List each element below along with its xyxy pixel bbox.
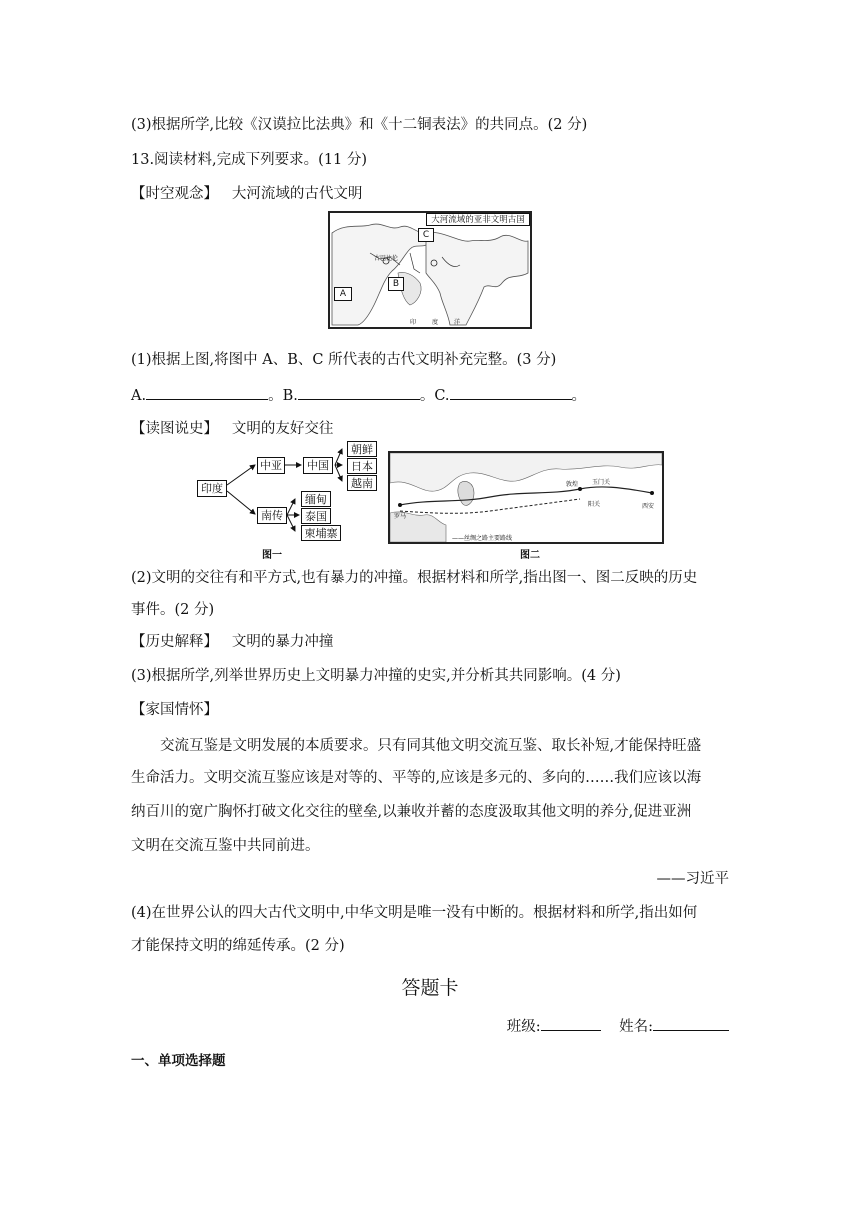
blank-b[interactable]	[298, 386, 420, 400]
map-label-ocean-3: 洋	[454, 319, 461, 326]
section-single-choice: 一、单项选择题	[131, 1053, 226, 1069]
place-yumen-pass: 玉门关	[592, 479, 611, 486]
map-label-ocean-1: 印	[410, 319, 417, 326]
section-spacetime	[131, 182, 362, 203]
label-c: C	[418, 228, 434, 242]
question-12-3: (3)根据所学,比较《汉谟拉比法典》和《十二铜表法》的共同点。(2 分)	[131, 117, 588, 133]
node-vietnam: 越南	[347, 475, 377, 491]
section-explanation	[131, 630, 333, 651]
section-text: 大河流域的古代文明	[231, 186, 363, 202]
section-tag: 【时空观念】	[131, 186, 218, 202]
passage-line-1: 交流互鉴是文明发展的本质要求。只有同其他文明交流互鉴、取长补短,才能保持旺盛	[160, 738, 702, 754]
fill-a-label: A.	[131, 388, 147, 404]
passage-line-4: 文明在交流互鉴中共同前进。	[131, 838, 320, 854]
figure-1-diagram	[195, 441, 373, 545]
label-a: A	[334, 287, 352, 301]
question-4-line-1: (4)在世界公认的四大古代文明中,中华文明是唯一没有中断的。根据材料和所学,指出如何	[131, 905, 698, 921]
ancient-civilizations-map	[328, 211, 532, 329]
node-korea: 朝鲜	[347, 441, 377, 457]
question-3: (3)根据所学,列举世界历史上文明暴力冲撞的史实,并分析其共同影响。(4 分)	[131, 668, 621, 684]
place-dunhuang: 敦煌	[566, 481, 579, 488]
map-legend: ——丝绸之路主要路线	[452, 535, 513, 542]
section-text: 文明的暴力冲撞	[231, 634, 334, 650]
student-info	[507, 1015, 729, 1036]
figure-1-caption: 图一	[262, 550, 282, 561]
fill-c-label: 。C.	[419, 388, 450, 404]
node-china: 中国	[303, 457, 333, 474]
blank-a[interactable]	[146, 386, 268, 400]
silk-road-map	[388, 451, 664, 544]
place-yang-pass: 阳关	[588, 501, 601, 508]
fill-end: 。	[571, 388, 587, 404]
node-central-asia: 中亚	[257, 457, 285, 474]
question-4-line-2: 才能保持文明的绵延传承。(2 分)	[131, 938, 345, 954]
section-text: 文明的友好交往	[231, 421, 334, 437]
passage-author: ——习近平	[656, 871, 729, 887]
question-13-heading: 13.阅读材料,完成下列要求。(11 分)	[131, 152, 368, 168]
label-b: B	[388, 277, 404, 291]
node-japan: 日本	[347, 458, 377, 474]
class-label: 班级:	[506, 1019, 541, 1035]
section-read-map	[131, 417, 333, 438]
passage-line-2: 生命活力。文明交流互鉴应该是对等的、平等的,应该是多元的、多向的……我们应该以海	[131, 770, 702, 786]
place-xian: 西安	[642, 503, 655, 510]
question-2-line-2: 事件。(2 分)	[131, 602, 215, 618]
silk-road-drawing	[390, 453, 662, 542]
class-field[interactable]	[541, 1017, 601, 1031]
section-tag: 【读图说史】	[131, 421, 218, 437]
map-label-babylon: 古巴比伦	[374, 255, 399, 262]
name-label: 姓名:	[619, 1019, 653, 1035]
node-thailand: 泰国	[301, 508, 331, 524]
node-india: 印度	[197, 480, 227, 497]
place-rome: 罗马	[394, 513, 407, 520]
blank-c[interactable]	[450, 386, 572, 400]
node-south-spread: 南传	[257, 507, 287, 524]
section-patriotism: 【家国情怀】	[131, 702, 218, 718]
passage-line-3: 纳百川的宽广胸怀打破文化交往的壁垒,以兼收并蓄的态度汲取其他文明的养分,促进亚洲	[131, 804, 692, 820]
figure-2-caption: 图二	[520, 550, 540, 561]
question-2-line-1: (2)文明的交往有和平方式,也有暴力的冲撞。根据材料和所学,指出图一、图二反映的历史	[131, 570, 698, 586]
section-tag: 【历史解释】	[131, 634, 218, 650]
node-myanmar: 缅甸	[301, 491, 331, 507]
fill-in-line	[131, 384, 586, 405]
map-title: 大河流域的亚非文明古国	[426, 213, 530, 226]
answer-card-title: 答题卡	[401, 977, 459, 999]
name-field[interactable]	[653, 1017, 729, 1031]
fill-b-label: 。B.	[268, 388, 298, 404]
map-label-ocean-2: 度	[432, 319, 439, 326]
question-1: (1)根据上图,将图中 A、B、C 所代表的古代文明补充完整。(3 分)	[131, 352, 557, 368]
node-cambodia: 柬埔寨	[301, 525, 341, 541]
